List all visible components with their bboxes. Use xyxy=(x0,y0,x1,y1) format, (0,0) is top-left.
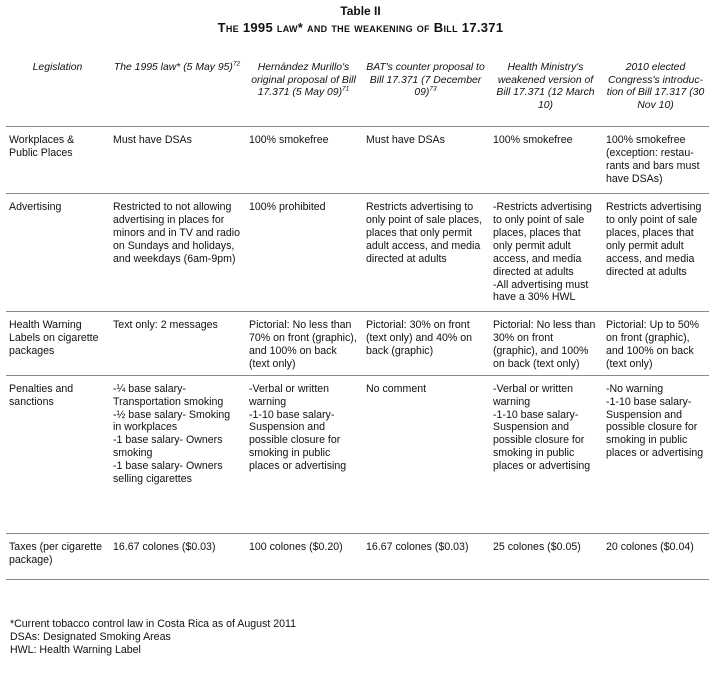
cell-1995-law: Must have DSAs xyxy=(109,127,245,194)
cell-bat: Pictorial: 30% on front (text only) and 40% on back (graphic) xyxy=(362,312,489,376)
cell-line: -No warning xyxy=(606,382,664,395)
cell-ministry: 25 colones ($0.05) xyxy=(489,533,602,579)
table-number: Table II xyxy=(340,4,381,18)
cell-murillo xyxy=(245,375,362,533)
cell-murillo: 100% prohibited xyxy=(245,194,362,312)
cell-line: -1 base salary- Owners selling cigarettes xyxy=(113,460,223,486)
cell-bat: 16.67 colones ($0.03) xyxy=(362,533,489,579)
cell-ministry xyxy=(489,375,602,533)
footnote-hwl: HWL: Health Warning Label xyxy=(10,644,141,657)
cell-line: -1-10 base salary- Suspension and possible closure for smoking in public places or advertising xyxy=(493,408,591,473)
footnote-dsa: DSAs: Designated Smoking Areas xyxy=(10,631,171,644)
cell-ministry: 100% smokefree xyxy=(489,127,602,194)
row-taxes xyxy=(6,533,709,579)
cell-line: -All advertising must have a 30% HWL xyxy=(493,278,589,304)
header-1995-law-text: The 1995 law* (5 May 95) xyxy=(113,62,233,73)
cell-bat: Restricts advertising to only point of sale places, places that only permit adult access, and media directed at adults xyxy=(362,194,489,312)
cell-bat: Must have DSAs xyxy=(362,127,489,194)
cell-murillo: Pictorial: No less than 70% on front (graphic), and 100% on back (text only) xyxy=(245,312,362,376)
header-bat-counter-proposal-text: BAT's counter proposal to Bill 17.371 (7 December 09) xyxy=(366,62,485,99)
row-label: Taxes (per cigarette package) xyxy=(6,533,109,579)
header-ministry-version: Health Ministry's weakened version of Bill 17.371 (12 March 10) xyxy=(496,62,595,112)
header-legislation: Legislation xyxy=(32,62,83,73)
row-label: Health Warning Labels on cigarette packages xyxy=(6,312,109,376)
cell-murillo: 100% smokefree xyxy=(245,127,362,194)
header-1995-law-ref: 72 xyxy=(232,60,241,68)
cell-line: -1-10 base salary- Suspension and possible closure for smoking in public places or advertising xyxy=(249,408,347,473)
header-bat-counter-proposal xyxy=(362,54,489,127)
header-row xyxy=(6,54,709,127)
row-workplaces xyxy=(6,127,709,194)
cell-congress xyxy=(602,375,709,533)
row-penalties xyxy=(6,375,709,533)
header-murillo-proposal-ref: 71 xyxy=(342,85,350,93)
cell-ministry xyxy=(489,194,602,312)
header-murillo-proposal xyxy=(245,54,362,127)
table-title: The 1995 law* and the weakening of Bill 17.371 xyxy=(217,20,504,35)
row-label: Workplaces & Public Places xyxy=(6,127,109,194)
cell-congress: Pictorial: Up to 50% on front (graphic), and 100% on back (text only) xyxy=(602,312,709,376)
cell-1995-law: 16.67 colones ($0.03) xyxy=(109,533,245,579)
cell-congress: 20 colones ($0.04) xyxy=(602,533,709,579)
row-health-warning-labels xyxy=(6,312,709,376)
cell-line: -Restricts advertising to only point of sale places, places that only permit adult access, and media directed at adults xyxy=(493,201,592,278)
row-advertising xyxy=(6,194,709,312)
header-1995-law xyxy=(109,54,245,127)
cell-1995-law: Text only: 2 messages xyxy=(109,312,245,376)
legislation-comparison-table xyxy=(6,54,709,580)
cell-line: -1 base salary- Owners smoking xyxy=(113,434,223,460)
cell-1995-law xyxy=(109,375,245,533)
cell-line: -¼ base salary- Transportation smoking xyxy=(113,382,224,408)
header-bat-counter-proposal-ref: 73 xyxy=(429,85,437,93)
cell-murillo: 100 colones ($0.20) xyxy=(245,533,362,579)
row-label: Penalties and sanctions xyxy=(6,375,109,533)
cell-line: -1-10 base salary- Suspension and possible closure for smoking in public places or advertising xyxy=(606,395,704,460)
header-murillo-proposal-text: Hernández Murillo's original proposal of Bill 17.371 (5 May 09) xyxy=(251,62,356,99)
cell-1995-law: Restricted to not allowing advertising in places for minors and in TV and radio on Sundays and holidays, and weekdays (6am-9pm) xyxy=(109,194,245,312)
cell-line: -Verbal or written warning xyxy=(493,382,574,408)
footnote-current-law: *Current tobacco control law in Costa Rica as of August 2011 xyxy=(10,618,296,630)
cell-bat: No comment xyxy=(362,375,489,533)
cell-line: -½ base salary- Smoking in workplaces xyxy=(113,408,231,434)
footnotes xyxy=(10,618,296,658)
row-label: Advertising xyxy=(6,194,109,312)
header-congress-introduction: 2010 elected Congress's introduc-tion of Bill 17.317 (30 Nov 10) xyxy=(606,62,705,112)
cell-line: -Verbal or written warning xyxy=(249,382,330,408)
cell-ministry: Pictorial: No less than 30% on front (graphic), and 100% on back (text only) xyxy=(489,312,602,376)
cell-congress: 100% smokefree (exception: restau-rants and bars must have DSAs) xyxy=(602,127,709,194)
cell-congress: Restricts advertising to only point of sale places, places that only permit adult access, and media directed at adults xyxy=(602,194,709,312)
